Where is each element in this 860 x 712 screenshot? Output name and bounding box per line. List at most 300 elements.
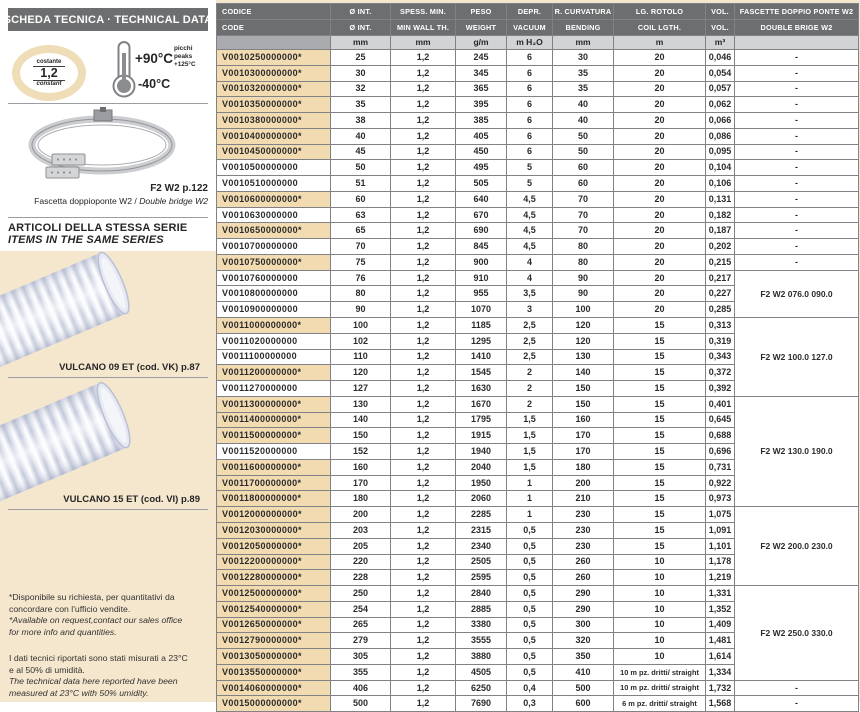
cell-lg-rotolo: 15 [614, 365, 706, 381]
cell-d-int: 127 [331, 381, 391, 397]
table-row [217, 507, 859, 523]
cell-peso: 900 [456, 254, 507, 270]
cell-lg-rotolo: 20 [614, 286, 706, 302]
cell-vol: 0,688 [706, 428, 735, 444]
cell-fascette: - [735, 680, 859, 696]
cell-peso: 910 [456, 270, 507, 286]
header-d-int: Ø INT. [331, 4, 391, 20]
cell-vol: 0,182 [706, 207, 735, 223]
cell-codice: V0010400000000* [217, 128, 331, 144]
technical-data-table-wrap [216, 3, 859, 712]
unit-r-curvatura: mm [553, 36, 614, 50]
cell-depr: 1 [507, 507, 553, 523]
cell-codice: V0010650000000* [217, 223, 331, 239]
cell-depr: 0,5 [507, 664, 553, 680]
cell-spess-min: 1,2 [391, 365, 456, 381]
cell-peso: 505 [456, 176, 507, 192]
cell-lg-rotolo: 15 [614, 349, 706, 365]
cell-spess-min: 1,2 [391, 459, 456, 475]
header-r-curvatura: R. CURVATURA [553, 4, 614, 20]
header-fascette: DOUBLE BRIGE W2 [735, 20, 859, 36]
cell-lg-rotolo: 20 [614, 160, 706, 176]
cell-lg-rotolo: 15 [614, 333, 706, 349]
cell-lg-rotolo: 20 [614, 144, 706, 160]
cell-peso: 4505 [456, 664, 507, 680]
cell-codice: V0010760000000 [217, 270, 331, 286]
cell-vol: 1,409 [706, 617, 735, 633]
cell-d-int: 25 [331, 50, 391, 66]
cell-fascette: - [735, 50, 859, 66]
cell-d-int: 38 [331, 113, 391, 129]
cell-fascette: - [735, 113, 859, 129]
cell-lg-rotolo: 20 [614, 207, 706, 223]
cell-vol: 1,481 [706, 633, 735, 649]
cell-r-curvatura: 500 [553, 680, 614, 696]
table-row [217, 160, 859, 176]
cell-d-int: 110 [331, 349, 391, 365]
cell-vol: 1,331 [706, 586, 735, 602]
cell-codice: V0010700000000 [217, 239, 331, 255]
cell-spess-min: 1,2 [391, 128, 456, 144]
cell-depr: 4,5 [507, 239, 553, 255]
cell-d-int: 50 [331, 160, 391, 176]
cell-vol: 1,091 [706, 522, 735, 538]
cell-vol: 0,696 [706, 444, 735, 460]
cell-spess-min: 1,2 [391, 412, 456, 428]
cell-peso: 2285 [456, 507, 507, 523]
cell-depr: 0,5 [507, 570, 553, 586]
cell-depr: 6 [507, 50, 553, 66]
cell-lg-rotolo: 20 [614, 302, 706, 318]
cell-r-curvatura: 120 [553, 333, 614, 349]
cell-r-curvatura: 410 [553, 664, 614, 680]
cell-peso: 405 [456, 128, 507, 144]
cell-r-curvatura: 35 [553, 81, 614, 97]
cell-lg-rotolo: 15 [614, 444, 706, 460]
cell-vol: 1,732 [706, 680, 735, 696]
cell-r-curvatura: 80 [553, 254, 614, 270]
units-row [217, 36, 859, 50]
footnote-line: *Available on request,contact our sales office [9, 615, 183, 626]
cell-fascette: - [735, 696, 859, 712]
cell-spess-min: 1,2 [391, 191, 456, 207]
thermometer-icon [109, 40, 139, 98]
cell-codice: V0011000000000* [217, 318, 331, 334]
cell-d-int: 150 [331, 428, 391, 444]
cell-codice: V0010900000000 [217, 302, 331, 318]
cell-r-curvatura: 50 [553, 128, 614, 144]
cell-peso: 1295 [456, 333, 507, 349]
cell-d-int: 152 [331, 444, 391, 460]
peaks-label-it: picchi [174, 45, 193, 52]
cell-depr: 1 [507, 491, 553, 507]
table-row [217, 97, 859, 113]
cell-d-int: 45 [331, 144, 391, 160]
cell-r-curvatura: 160 [553, 412, 614, 428]
cell-spess-min: 1,2 [391, 570, 456, 586]
cell-r-curvatura: 200 [553, 475, 614, 491]
cell-r-curvatura: 70 [553, 223, 614, 239]
cell-depr: 1,5 [507, 412, 553, 428]
cell-codice: V0010510000000 [217, 176, 331, 192]
cell-codice: V0011600000000* [217, 459, 331, 475]
table-row [217, 144, 859, 160]
hose-image-vulcano-09 [0, 250, 126, 358]
cell-lg-rotolo: 20 [614, 128, 706, 144]
cell-lg-rotolo: 20 [614, 239, 706, 255]
cell-peso: 365 [456, 81, 507, 97]
footnote-line: The technical data here reported have been [9, 676, 178, 687]
cell-spess-min: 1,2 [391, 680, 456, 696]
cell-vol: 0,343 [706, 349, 735, 365]
cell-depr: 0,5 [507, 633, 553, 649]
cell-lg-rotolo: 15 [614, 318, 706, 334]
cell-codice: V0010350000000* [217, 97, 331, 113]
cell-fascette: - [735, 160, 859, 176]
cell-codice: V0012500000000* [217, 586, 331, 602]
table-row [217, 696, 859, 712]
cell-spess-min: 1,2 [391, 207, 456, 223]
cell-fascette: - [735, 128, 859, 144]
cell-r-curvatura: 100 [553, 302, 614, 318]
cell-codice: V0010800000000 [217, 286, 331, 302]
cell-codice: V0013550000000* [217, 664, 331, 680]
cell-r-curvatura: 70 [553, 191, 614, 207]
cell-depr: 2,5 [507, 333, 553, 349]
cell-peso: 2340 [456, 538, 507, 554]
cell-lg-rotolo: 20 [614, 81, 706, 97]
cell-vol: 0,731 [706, 459, 735, 475]
cell-peso: 955 [456, 286, 507, 302]
cell-peso: 6250 [456, 680, 507, 696]
cell-d-int: 120 [331, 365, 391, 381]
cell-peso: 1795 [456, 412, 507, 428]
cell-vol: 0,215 [706, 254, 735, 270]
cell-codice: V0010750000000* [217, 254, 331, 270]
cell-spess-min: 1,2 [391, 333, 456, 349]
cell-spess-min: 1,2 [391, 318, 456, 334]
divider [8, 103, 208, 104]
cell-d-int: 305 [331, 649, 391, 665]
cell-depr: 6 [507, 65, 553, 81]
cell-peso: 2505 [456, 554, 507, 570]
cell-fascette: - [735, 191, 859, 207]
cell-fascette: - [735, 176, 859, 192]
cell-vol: 0,062 [706, 97, 735, 113]
cell-codice: V0013050000000* [217, 649, 331, 665]
table-row [217, 239, 859, 255]
cell-peso: 1915 [456, 428, 507, 444]
double-bridge-clamp-image [22, 107, 177, 183]
clamp-caption [8, 196, 208, 206]
footnote-measurement-en [9, 676, 215, 699]
cell-vol: 0,057 [706, 81, 735, 97]
cell-d-int: 63 [331, 207, 391, 223]
cell-d-int: 90 [331, 302, 391, 318]
cell-r-curvatura: 150 [553, 381, 614, 397]
cell-fascette-group: F2 W2 130.0 190.0 [735, 396, 859, 506]
cell-spess-min: 1,2 [391, 97, 456, 113]
footnote-line: I dati tecnici riportati sono stati misurati a 23°C [9, 653, 188, 663]
cell-r-curvatura: 35 [553, 65, 614, 81]
cell-depr: 6 [507, 113, 553, 129]
cell-vol: 0,187 [706, 223, 735, 239]
header-depr: DEPR. [507, 4, 553, 20]
cell-peso: 690 [456, 223, 507, 239]
cell-spess-min: 1,2 [391, 601, 456, 617]
cell-peso: 245 [456, 50, 507, 66]
cell-d-int: 100 [331, 318, 391, 334]
cell-spess-min: 1,2 [391, 475, 456, 491]
cell-codice: V0011700000000* [217, 475, 331, 491]
header-codice: CODICE [217, 4, 331, 20]
unit-codice [217, 36, 331, 50]
cell-spess-min: 1,2 [391, 428, 456, 444]
cell-r-curvatura: 140 [553, 365, 614, 381]
cell-depr: 3,5 [507, 286, 553, 302]
cell-depr: 5 [507, 176, 553, 192]
cell-codice: V0011300000000* [217, 396, 331, 412]
cell-vol: 0,401 [706, 396, 735, 412]
header-r-curvatura: BENDING [553, 20, 614, 36]
footnote-measurement [9, 653, 215, 699]
table-row [217, 81, 859, 97]
cell-r-curvatura: 60 [553, 176, 614, 192]
cell-depr: 1,5 [507, 444, 553, 460]
cell-codice: V0012000000000* [217, 507, 331, 523]
technical-data-table [216, 3, 859, 712]
cell-r-curvatura: 300 [553, 617, 614, 633]
cell-codice: V0012030000000* [217, 522, 331, 538]
cell-r-curvatura: 180 [553, 459, 614, 475]
cell-depr: 4,5 [507, 191, 553, 207]
cell-fascette: - [735, 81, 859, 97]
cell-vol: 0,066 [706, 113, 735, 129]
cell-lg-rotolo: 15 [614, 475, 706, 491]
cell-spess-min: 1,2 [391, 223, 456, 239]
cell-depr: 4 [507, 270, 553, 286]
cell-lg-rotolo: 20 [614, 223, 706, 239]
cell-peso: 1545 [456, 365, 507, 381]
cell-d-int: 70 [331, 239, 391, 255]
cell-vol: 1,614 [706, 649, 735, 665]
cell-peso: 2840 [456, 586, 507, 602]
cell-d-int: 76 [331, 270, 391, 286]
cell-vol: 0,313 [706, 318, 735, 334]
cell-peso: 3555 [456, 633, 507, 649]
cell-spess-min: 1,2 [391, 254, 456, 270]
cell-d-int: 102 [331, 333, 391, 349]
cell-depr: 0,5 [507, 554, 553, 570]
peaks-value: +125°C [174, 61, 196, 68]
cell-spess-min: 1,2 [391, 633, 456, 649]
cell-r-curvatura: 90 [553, 286, 614, 302]
cell-fascette-group: F2 W2 076.0 090.0 [735, 270, 859, 317]
cell-depr: 6 [507, 144, 553, 160]
header-codice: CODE [217, 20, 331, 36]
cell-depr: 0,5 [507, 649, 553, 665]
cell-vol: 1,178 [706, 554, 735, 570]
cell-d-int: 130 [331, 396, 391, 412]
cell-vol: 0,086 [706, 128, 735, 144]
cell-depr: 6 [507, 128, 553, 144]
header-d-int: Ø INT. [331, 20, 391, 36]
cell-lg-rotolo: 20 [614, 254, 706, 270]
header-peso: WEIGHT [456, 20, 507, 36]
cell-vol: 1,352 [706, 601, 735, 617]
cell-codice: V0010380000000* [217, 113, 331, 129]
clamp-caption-en: Double bridge W2 [139, 196, 208, 206]
cell-codice: V0011100000000 [217, 349, 331, 365]
cell-vol: 0,131 [706, 191, 735, 207]
cell-codice: V0011520000000 [217, 444, 331, 460]
cell-depr: 0,5 [507, 538, 553, 554]
cell-vol: 0,106 [706, 176, 735, 192]
table-row [217, 318, 859, 334]
unit-depr: m H₂O [507, 36, 553, 50]
cell-peso: 1950 [456, 475, 507, 491]
cell-depr: 6 [507, 97, 553, 113]
cell-spess-min: 1,2 [391, 586, 456, 602]
cell-codice: V0010450000000* [217, 144, 331, 160]
header-vol: VOL. [706, 4, 735, 20]
cell-peso: 7690 [456, 696, 507, 712]
cell-peso: 450 [456, 144, 507, 160]
cell-fascette: - [735, 65, 859, 81]
cell-spess-min: 1,2 [391, 664, 456, 680]
cell-vol: 1,075 [706, 507, 735, 523]
cell-peso: 670 [456, 207, 507, 223]
cell-r-curvatura: 60 [553, 160, 614, 176]
cell-lg-rotolo: 15 [614, 507, 706, 523]
header-spess-min: SPESS. MIN. [391, 4, 456, 20]
unit-fascette [735, 36, 859, 50]
cell-spess-min: 1,2 [391, 396, 456, 412]
table-row [217, 191, 859, 207]
page-title: SCHEDA TECNICA · TECHNICAL DATA [8, 8, 208, 31]
hose-image-vulcano-15 [0, 382, 126, 490]
cell-d-int: 205 [331, 538, 391, 554]
cell-codice: V0012650000000* [217, 617, 331, 633]
cell-spess-min: 1,2 [391, 491, 456, 507]
cell-vol: 0,645 [706, 412, 735, 428]
cell-lg-rotolo: 10 [614, 601, 706, 617]
cell-d-int: 80 [331, 286, 391, 302]
table-row [217, 50, 859, 66]
cell-vol: 1,101 [706, 538, 735, 554]
cell-spess-min: 1,2 [391, 286, 456, 302]
cell-spess-min: 1,2 [391, 270, 456, 286]
cell-r-curvatura: 80 [553, 239, 614, 255]
cell-r-curvatura: 290 [553, 586, 614, 602]
cell-spess-min: 1,2 [391, 302, 456, 318]
cell-r-curvatura: 210 [553, 491, 614, 507]
cell-depr: 2,5 [507, 349, 553, 365]
cell-d-int: 228 [331, 570, 391, 586]
cell-r-curvatura: 320 [553, 633, 614, 649]
cell-spess-min: 1,2 [391, 554, 456, 570]
cell-spess-min: 1,2 [391, 65, 456, 81]
footnote-availability-it [9, 592, 215, 615]
cell-spess-min: 1,2 [391, 176, 456, 192]
badge-label-it: costante [36, 58, 62, 65]
cell-d-int: 250 [331, 586, 391, 602]
cell-vol: 0,054 [706, 65, 735, 81]
cell-fascette-group: F2 W2 100.0 127.0 [735, 318, 859, 397]
cell-codice: V0010300000000* [217, 65, 331, 81]
cell-lg-rotolo: 20 [614, 270, 706, 286]
cell-peso: 1410 [456, 349, 507, 365]
cell-depr: 0,5 [507, 617, 553, 633]
cell-fascette: - [735, 207, 859, 223]
temperature-min: -40°C [138, 77, 171, 91]
cell-codice: V0011270000000 [217, 381, 331, 397]
table-row [217, 65, 859, 81]
cell-spess-min: 1,2 [391, 160, 456, 176]
cell-vol: 0,104 [706, 160, 735, 176]
cell-vol: 1,568 [706, 696, 735, 712]
header-peso: PESO [456, 4, 507, 20]
cell-r-curvatura: 230 [553, 507, 614, 523]
peaks-label-en: peaks [174, 53, 193, 60]
cell-depr: 1,5 [507, 459, 553, 475]
product-caption-vulcano-15: VULCANO 15 ET (cod. VI) p.89 [63, 494, 200, 505]
cell-d-int: 40 [331, 128, 391, 144]
cell-peso: 2885 [456, 601, 507, 617]
cell-spess-min: 1,2 [391, 522, 456, 538]
cell-d-int: 265 [331, 617, 391, 633]
cell-lg-rotolo: 15 [614, 538, 706, 554]
footnote-line: e al 50% di umidità. [9, 664, 85, 675]
cell-d-int: 140 [331, 412, 391, 428]
unit-peso: g/m [456, 36, 507, 50]
cell-lg-rotolo: 10 m pz. dritti/ straight [614, 680, 706, 696]
cell-vol: 0,922 [706, 475, 735, 491]
cell-r-curvatura: 150 [553, 396, 614, 412]
cell-lg-rotolo: 15 [614, 459, 706, 475]
cell-codice: V0011400000000* [217, 412, 331, 428]
cell-lg-rotolo: 10 [614, 649, 706, 665]
cell-d-int: 355 [331, 664, 391, 680]
divider [8, 377, 208, 378]
divider [8, 509, 208, 510]
cell-d-int: 203 [331, 522, 391, 538]
cell-peso: 1940 [456, 444, 507, 460]
cell-lg-rotolo: 20 [614, 97, 706, 113]
cell-lg-rotolo: 10 [614, 554, 706, 570]
footnote-line: measured at 23°C with 50% umidity. [9, 687, 149, 698]
cell-r-curvatura: 170 [553, 428, 614, 444]
cell-lg-rotolo: 15 [614, 522, 706, 538]
cell-codice: V0011020000000 [217, 333, 331, 349]
cell-fascette: - [735, 97, 859, 113]
cell-lg-rotolo: 15 [614, 412, 706, 428]
cell-spess-min: 1,2 [391, 144, 456, 160]
cell-peso: 495 [456, 160, 507, 176]
table-row [217, 680, 859, 696]
table-row [217, 128, 859, 144]
footnote-line: concordare con l'ufficio vendite. [9, 603, 131, 614]
cell-peso: 1185 [456, 318, 507, 334]
cell-fascette: - [735, 254, 859, 270]
cell-d-int: 500 [331, 696, 391, 712]
cell-codice: V0012200000000* [217, 554, 331, 570]
unit-lg-rotolo: m [614, 36, 706, 50]
cell-spess-min: 1,2 [391, 696, 456, 712]
cell-vol: 0,217 [706, 270, 735, 286]
cell-depr: 6 [507, 81, 553, 97]
cell-depr: 5 [507, 160, 553, 176]
